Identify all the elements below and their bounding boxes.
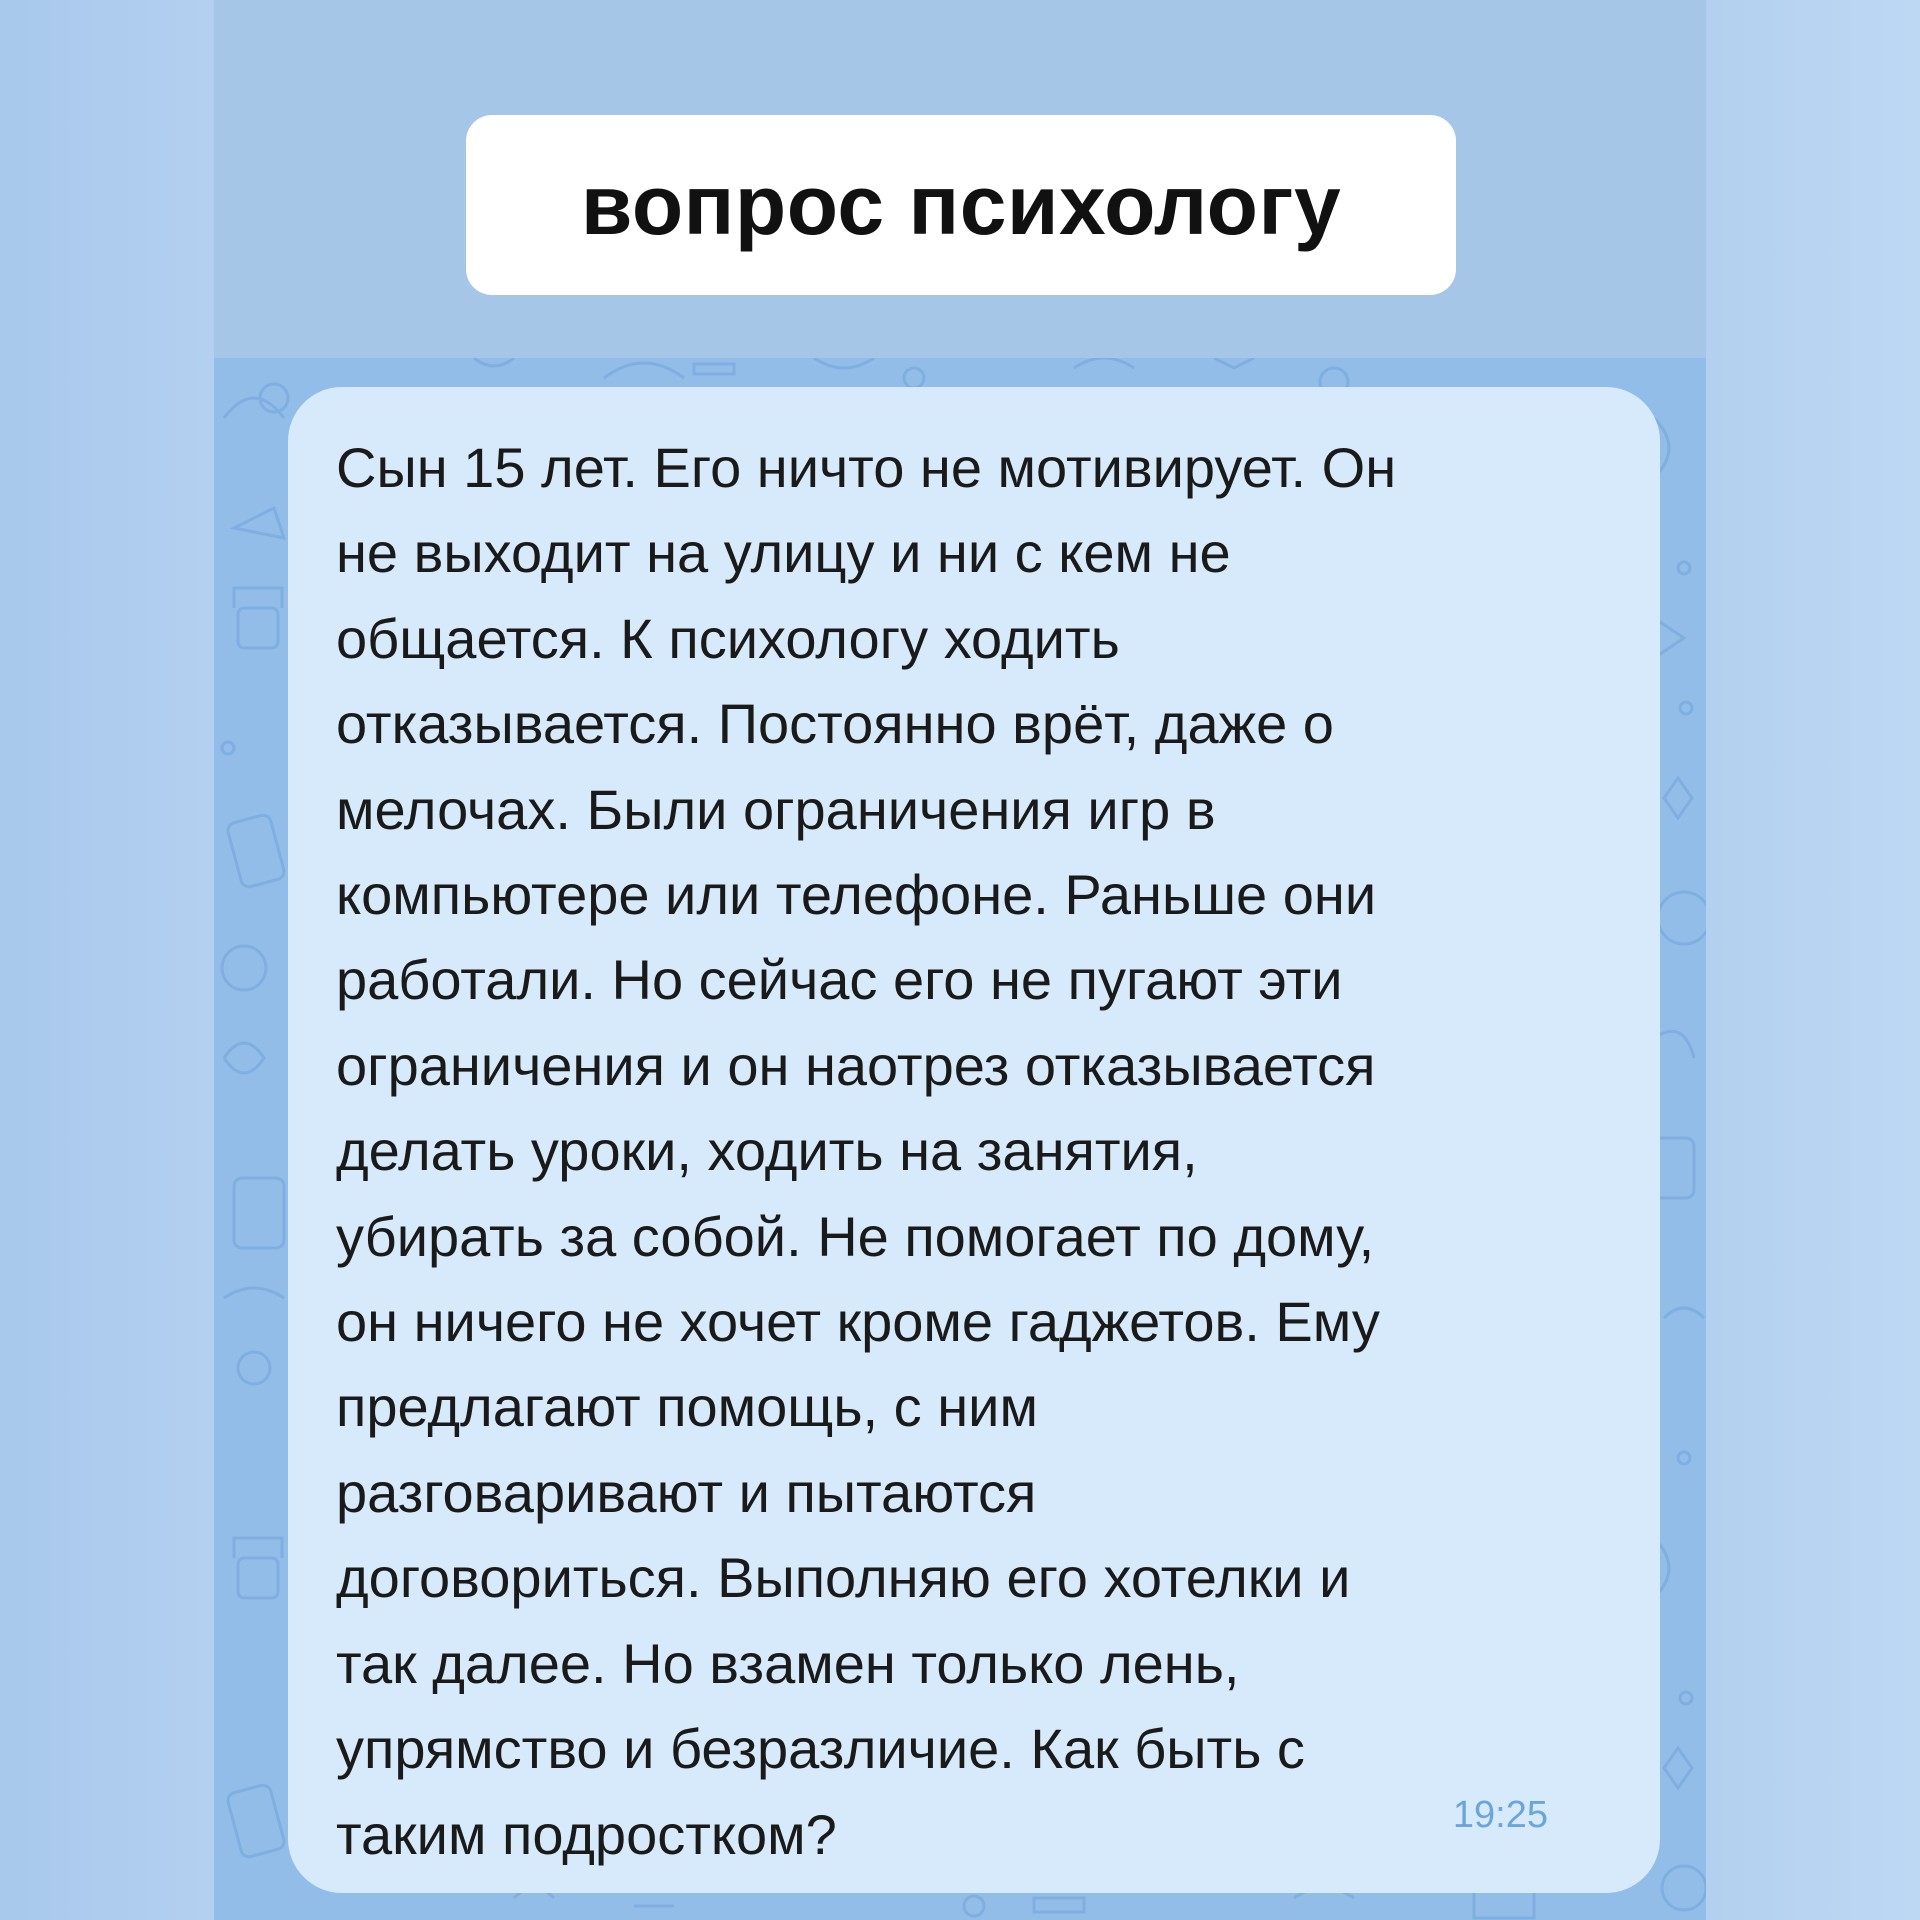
message-line: делать уроки, ходить на занятия, xyxy=(336,1119,1198,1183)
message-line: компьютере или телефоне. Раньше они xyxy=(336,863,1377,927)
left-margin xyxy=(0,0,214,1920)
message-line: убирать за собой. Не помогает по дому, xyxy=(336,1204,1375,1268)
message-line: отказывается. Постоянно врёт, даже о xyxy=(336,692,1334,756)
message-bubble[interactable] xyxy=(288,387,1660,1893)
message-line: Сын 15 лет. Его ничто не мотивирует. Он xyxy=(336,436,1397,499)
message-line: не выходит на улицу и ни с кем не xyxy=(336,521,1231,585)
message-text xyxy=(336,425,1600,1877)
message-line: ограничения и он наотрез отказывается xyxy=(336,1033,1376,1097)
message-line: он ничего не хочет кроме гаджетов. Ему xyxy=(336,1290,1380,1354)
message-line: так далее. Но взамен только лень, xyxy=(336,1631,1240,1695)
message-line: договориться. Выполняю его хотелки и xyxy=(336,1546,1351,1610)
message-line: упрямство и безразличие. Как быть с xyxy=(336,1717,1305,1781)
message-line: работали. Но сейчас его не пугают эти xyxy=(336,948,1343,1012)
message-line: предлагают помощь, с ним xyxy=(336,1375,1038,1439)
message-line: мелочах. Были ограничения игр в xyxy=(336,777,1216,841)
message-timestamp: 19:25 xyxy=(1452,1794,1548,1836)
page-title: вопрос психологу xyxy=(580,157,1342,252)
message-line: таким подростком? xyxy=(336,1802,837,1866)
title-banner xyxy=(466,115,1456,295)
right-margin xyxy=(1706,0,1920,1920)
message-line: разговаривают и пытаются xyxy=(336,1460,1037,1524)
message-line: общается. К психологу ходить xyxy=(336,606,1120,670)
